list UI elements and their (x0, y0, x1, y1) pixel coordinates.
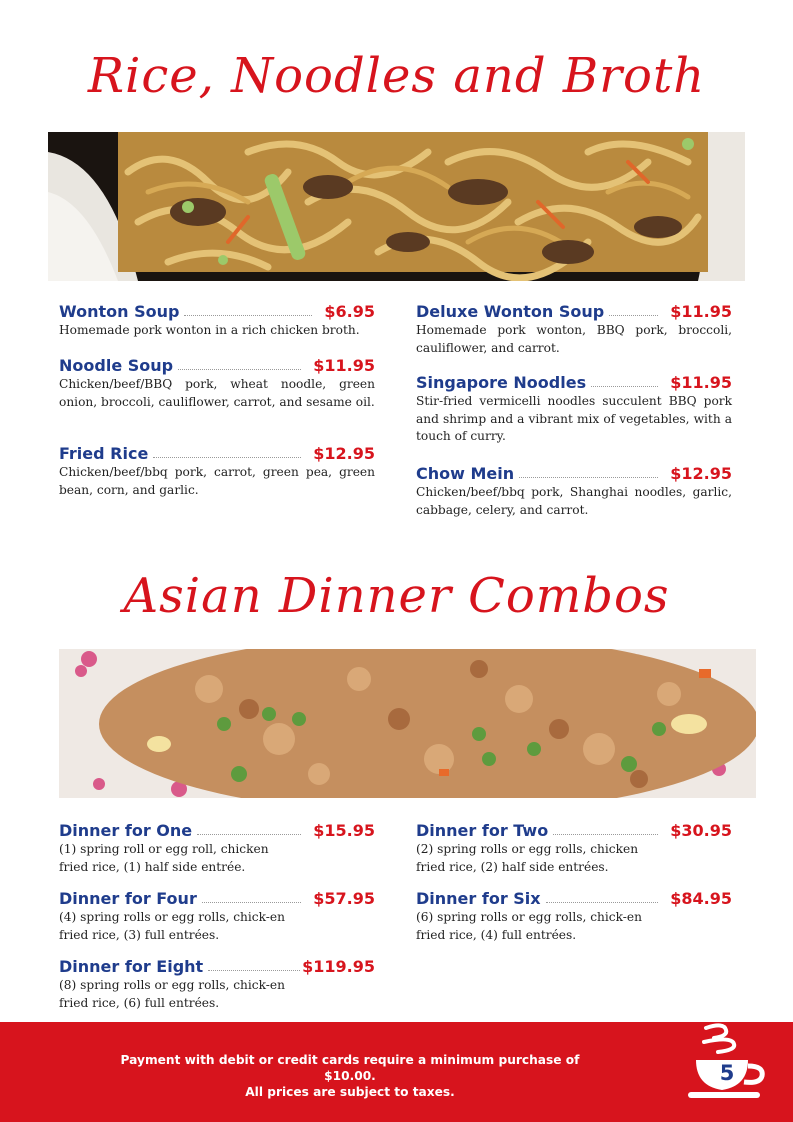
dot-leader (609, 315, 658, 316)
item-name: Dinner for Eight (59, 957, 206, 976)
dot-leader (197, 834, 301, 835)
item-name: Dinner for Four (59, 889, 200, 908)
item-name: Dinner for Six (416, 889, 544, 908)
item-name: Deluxe Wonton Soup (416, 302, 607, 321)
dot-leader (208, 970, 300, 971)
dot-leader (202, 902, 301, 903)
dot-leader (546, 902, 659, 903)
menu-item (416, 299, 732, 357)
item-name: Fried Rice (59, 444, 151, 463)
fried-rice-photo (59, 649, 756, 798)
item-price: $11.95 (670, 373, 732, 392)
item-description: (2) spring rolls or egg rolls, chicken fried rice, (2) half side entrées. (416, 842, 639, 874)
item-name: Dinner for One (59, 821, 195, 840)
item-price: $11.95 (313, 356, 375, 375)
item-price: $12.95 (313, 444, 375, 463)
item-name: Noodle Soup (59, 356, 176, 375)
menu-item (416, 370, 732, 446)
footer-bar (0, 1022, 793, 1122)
item-description: (1) spring roll or egg roll, chicken fried rice, (1) half side entrée. (59, 842, 269, 874)
item-description: (6) spring rolls or egg rolls, chick-en fried rice, (4) full entrées. (416, 910, 642, 942)
dot-leader (591, 386, 658, 387)
menu-item (416, 461, 732, 519)
dot-leader (553, 834, 658, 835)
menu-item (59, 299, 375, 340)
stir-fried-noodles-photo (48, 132, 745, 281)
menu-item (59, 818, 375, 876)
section-title-rice-noodles: Rice, Noodles and Broth (87, 48, 706, 104)
dot-leader (519, 477, 658, 478)
item-description: Chicken/beef/bbq pork, carrot, green pea, green bean, corn, and garlic. (59, 465, 375, 497)
menu-item (59, 441, 375, 499)
item-name: Dinner for Two (416, 821, 551, 840)
item-price: $84.95 (670, 889, 732, 908)
item-price: $6.95 (324, 302, 375, 321)
item-description: Chicken/beef/bbq pork, Shanghai noodles, garlic, cabbage, celery, and carrot. (416, 485, 732, 517)
menu-item (416, 818, 732, 876)
menu-item (59, 886, 375, 944)
item-description: Chicken/beef/BBQ pork, wheat noodle, green onion, broccoli, cauliflower, carrot, and sesame oil. (59, 377, 375, 409)
item-price: $119.95 (302, 957, 375, 976)
item-description: (4) spring rolls or egg rolls, chick-en fried rice, (3) full entrées. (59, 910, 285, 942)
item-description: Homemade pork wonton in a rich chicken broth. (59, 323, 360, 337)
item-price: $15.95 (313, 821, 375, 840)
item-name: Singapore Noodles (416, 373, 589, 392)
section-title-dinner-combos: Asian Dinner Combos (123, 568, 670, 624)
menu-item (59, 353, 375, 411)
menu-item (59, 954, 375, 1012)
item-name: Chow Mein (416, 464, 517, 483)
payment-notice-line2: All prices are subject to taxes. (245, 1085, 455, 1099)
item-price: $30.95 (670, 821, 732, 840)
item-description: Stir-fried vermicelli noodles succulent BBQ pork and shrimp and a vibrant mix of vegetables, with a touch of curry. (416, 394, 732, 443)
payment-notice (100, 1052, 600, 1100)
page-number: 5 (719, 1061, 735, 1085)
dot-leader (153, 457, 301, 458)
item-price: $12.95 (670, 464, 732, 483)
dot-leader (184, 315, 312, 316)
item-price: $11.95 (670, 302, 732, 321)
item-price: $57.95 (313, 889, 375, 908)
item-name: Wonton Soup (59, 302, 182, 321)
menu-item (416, 886, 732, 944)
item-description: (8) spring rolls or egg rolls, chick-en fried rice, (6) full entrées. (59, 978, 285, 1010)
item-description: Homemade pork wonton, BBQ pork, broccoli, cauliflower, and carrot. (416, 323, 732, 355)
payment-notice-line1: Payment with debit or credit cards require a minimum purchase of $10.00. (120, 1053, 580, 1083)
dot-leader (178, 369, 301, 370)
